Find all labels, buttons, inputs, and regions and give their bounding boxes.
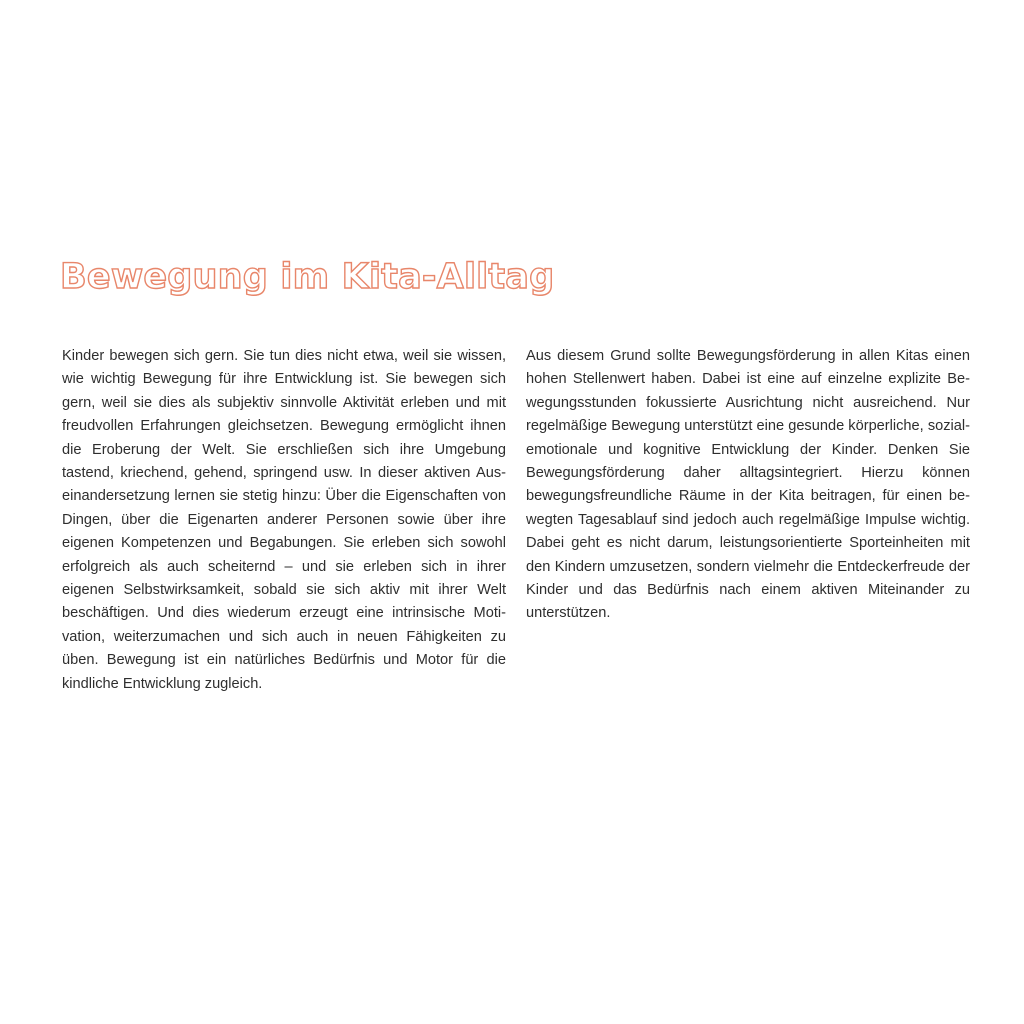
page-title: Bewegung im Kita-Alltag [60, 257, 555, 297]
body-paragraph-left: Kinder bewegen sich gern. Sie tun dies nicht etwa, weil sie wissen, wie wichtig Bewegung für ihre Entwicklung ist. Sie bewegen sich gern, weil sie dies als subjektiv sinnvolle Aktivität erleben und mit freudvollen Erfahrungen gleichsetzen. Bewegung ermöglicht ihnen die Eroberung der Welt. Sie erschließen sich ihre Umgebung tastend, kriechend, gehend, springend usw. In dieser aktiven Auseinandersetzung lernen sie stetig hinzu: Über die Eigenschaften von Dingen, über die Eigenarten anderer Personen sowie über ihre eigenen Kompetenzen und Begabungen. Sie erleben sich sowohl erfolgreich als auch scheiternd – und sie erleben sich in ihrer eigenen Selbstwirksamkeit, sobald sie sich aktiv mit ihrer Welt beschäftigen. Und dies wiederum erzeugt eine intrinsische Motivation, weiterzumachen und sich auch in neuen Fähigkeiten zu üben. Bewegung ist ein natürliches Bedürfnis und Motor für die kindliche Entwicklung zugleich. [62, 348, 506, 692]
body-paragraph-right: Aus diesem Grund sollte Bewegungsförderung in allen Kitas einen hohen Stellenwert haben. Dabei ist eine auf einzelne explizite Bewegungsstunden fokussierte Ausrichtung nicht ausreichend. Nur regelmäßige Bewegung unterstützt eine gesunde körperliche, sozial-emotionale und kognitive Entwicklung der Kinder. Denken Sie Bewegungsförderung daher alltagsintegriert. Hierzu können bewegungsfreundliche Räume in der Kita beitragen, für einen bewegten Tagesablauf sind jedoch auch regelmäßige Impulse wichtig. Dabei geht es nicht darum, leistungsorientierte Sporteinheiten mit den Kindern umzusetzen, sondern vielmehr die Entdeckerfreude der Kinder und das Bedürfnis nach einem aktiven Miteinander zu unterstützen. [526, 348, 970, 622]
